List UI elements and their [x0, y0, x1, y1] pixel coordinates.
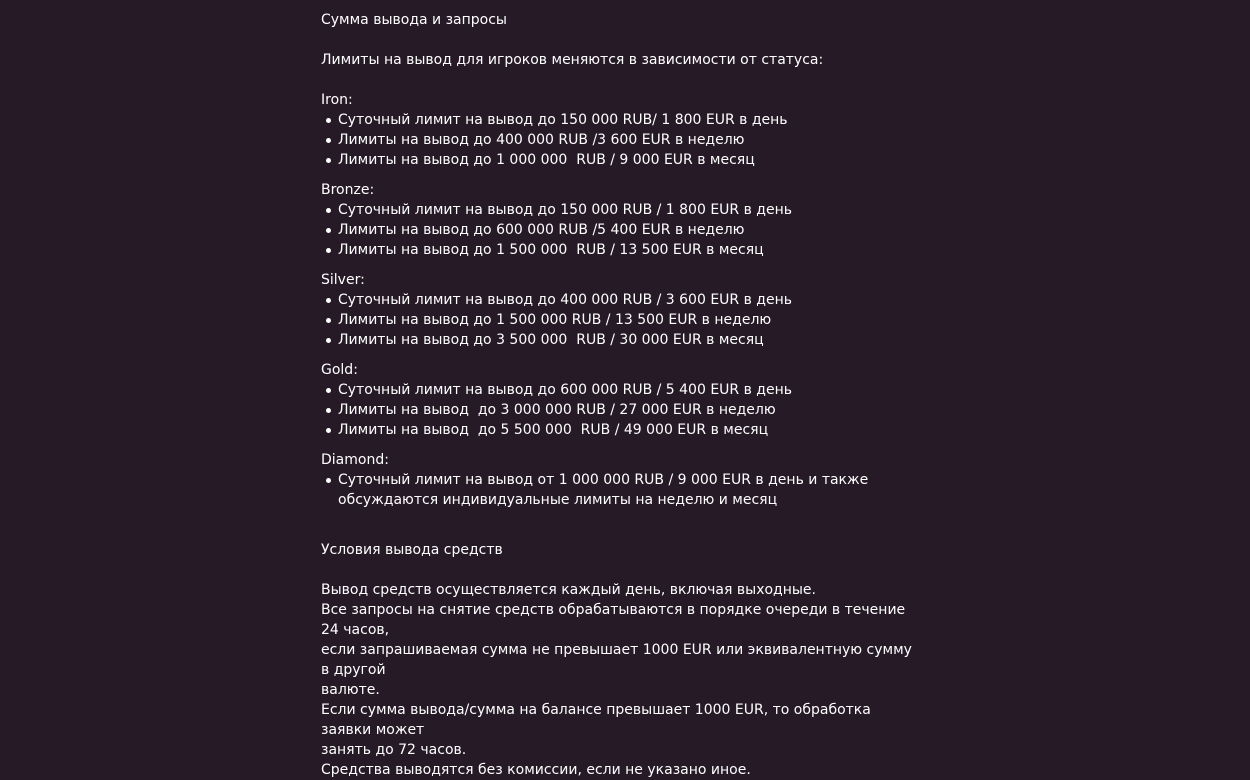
limit-item: Лимиты на вывод до 1 000 000 RUB / 9 000 EUR в месяц — [321, 150, 921, 170]
tier-name: Bronze: — [321, 182, 375, 198]
tier-name: Diamond: — [321, 452, 389, 468]
tier-gold — [321, 360, 921, 440]
conditions-text — [321, 580, 921, 780]
tier-name: Gold: — [321, 362, 358, 378]
tier-iron — [321, 90, 921, 170]
limits-intro: Лимиты на вывод для игроков меняются в зависимости от статуса: — [321, 52, 824, 68]
text-line: если запрашиваемая сумма не превышает 1000 EUR или эквивалентную сумму в другой — [321, 642, 917, 678]
limit-item: Суточный лимит на вывод до 600 000 RUB / 5 400 EUR в день — [321, 380, 921, 400]
document-content — [321, 10, 921, 780]
text-line: Средства выводятся без комиссии, если не указано иное. — [321, 762, 751, 778]
section-title-withdrawal-limits: Сумма вывода и запросы — [321, 12, 507, 28]
tier-diamond — [321, 450, 921, 510]
text-line: Вывод средств осуществляется каждый день, включая выходные. — [321, 582, 816, 598]
limit-item: Суточный лимит на вывод до 150 000 RUB/ 1 800 EUR в день — [321, 110, 921, 130]
limit-list — [321, 200, 921, 260]
limit-list — [321, 290, 921, 350]
tier-bronze — [321, 180, 921, 260]
limit-item: Лимиты на вывод до 600 000 RUB /5 400 EUR в неделю — [321, 220, 921, 240]
limit-item: Суточный лимит на вывод от 1 000 000 RUB / 9 000 EUR в день и также обсуждаются индивидуальные лимиты на неделю и месяц — [321, 470, 921, 510]
tier-silver — [321, 270, 921, 350]
limit-item: Лимиты на вывод до 5 500 000 RUB / 49 000 EUR в месяц — [321, 420, 921, 440]
limit-item: Суточный лимит на вывод до 150 000 RUB / 1 800 EUR в день — [321, 200, 921, 220]
text-line: Все запросы на снятие средств обрабатываются в порядке очереди в течение 24 часов, — [321, 602, 910, 638]
limit-item: Лимиты на вывод до 1 500 000 RUB / 13 500 EUR в месяц — [321, 240, 921, 260]
limit-item: Суточный лимит на вывод до 400 000 RUB / 3 600 EUR в день — [321, 290, 921, 310]
limit-item: Лимиты на вывод до 3 000 000 RUB / 27 000 EUR в неделю — [321, 400, 921, 420]
text-line: валюте. — [321, 682, 380, 698]
limit-list — [321, 380, 921, 440]
section-title-withdrawal-conditions: Условия вывода средств — [321, 542, 503, 558]
text-line: занять до 72 часов. — [321, 742, 467, 758]
text-line: Если сумма вывода/сумма на балансе превышает 1000 EUR, то обработка заявки может — [321, 702, 876, 738]
tier-name: Silver: — [321, 272, 365, 288]
limit-item: Лимиты на вывод до 3 500 000 RUB / 30 000 EUR в месяц — [321, 330, 921, 350]
limit-item: Лимиты на вывод до 400 000 RUB /3 600 EUR в неделю — [321, 130, 921, 150]
limit-list — [321, 110, 921, 170]
limit-list — [321, 470, 921, 510]
tier-name: Iron: — [321, 92, 353, 108]
limit-item: Лимиты на вывод до 1 500 000 RUB / 13 500 EUR в неделю — [321, 310, 921, 330]
